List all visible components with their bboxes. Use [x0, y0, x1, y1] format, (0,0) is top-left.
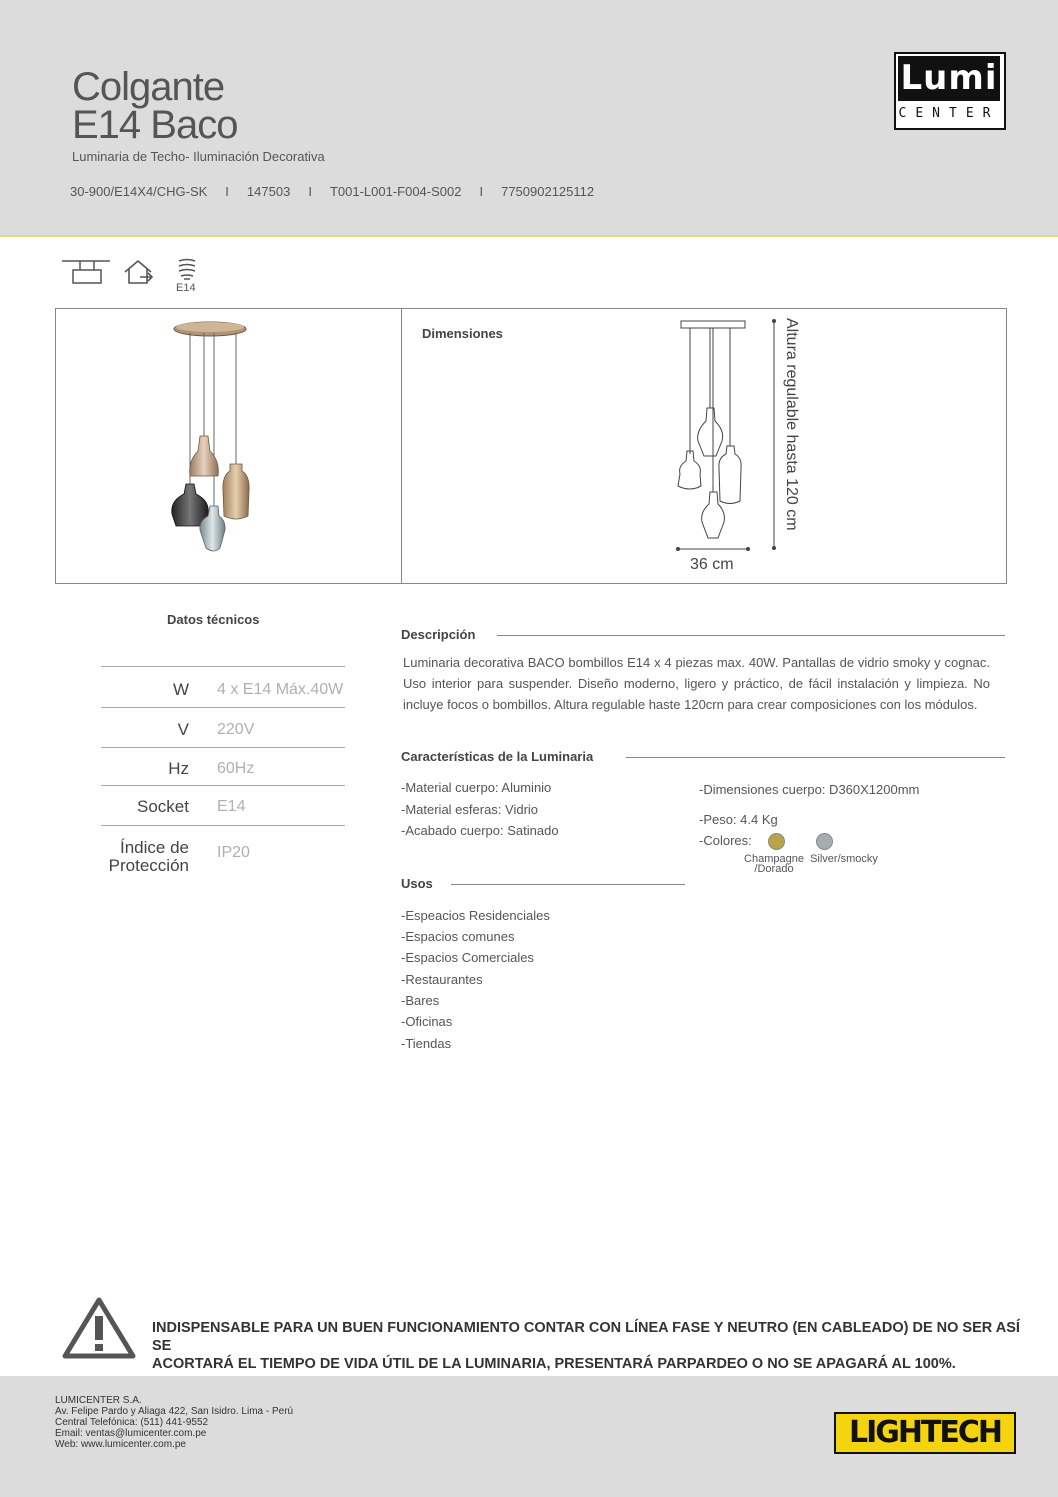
use-item: -Espacios comunes	[401, 929, 515, 944]
tech-value: IP20	[217, 844, 250, 861]
tech-key: W	[172, 680, 189, 699]
product-code: T001-L001-F004-S002	[329, 184, 462, 199]
frame-divider	[401, 308, 402, 584]
color-label-champagne: Champagne /Dorado	[744, 853, 804, 875]
tech-key: Hz	[168, 759, 189, 778]
use-item: -Restaurantes	[401, 972, 483, 987]
lightech-logo-text: LIGHTECH	[848, 1415, 1002, 1450]
tech-key: Socket	[137, 797, 189, 816]
tech-row	[101, 785, 345, 826]
code-separator: I	[479, 184, 484, 199]
feature-item: -Material esferas: Vidrio	[401, 802, 539, 817]
use-item: -Oficinas	[401, 1014, 453, 1029]
tech-value: 4 x E14 Máx.40W	[217, 681, 344, 698]
lightech-logo	[834, 1412, 1016, 1454]
features-title: Características de la Luminaria	[401, 749, 594, 764]
tech-key: V	[177, 720, 189, 739]
e14-icon-label: E14	[176, 282, 196, 294]
color-swatch-silver	[816, 833, 833, 850]
dimension-width-label: 36 cm	[690, 556, 734, 573]
tech-row	[101, 707, 345, 748]
tech-row	[101, 666, 345, 708]
section-rule	[497, 635, 1005, 636]
product-title	[72, 65, 238, 147]
product-photo	[160, 316, 260, 562]
code-separator: I	[225, 184, 229, 199]
indoor-house-icon	[122, 258, 158, 286]
title-line-2: E14 Baco	[72, 103, 238, 147]
logo-word: Lumi	[898, 56, 1000, 101]
product-code: 30-900/E14X4/CHG-SK	[70, 184, 208, 199]
product-code: 147503	[246, 184, 291, 199]
uses-title: Usos	[401, 876, 433, 891]
use-item: -Bares	[401, 993, 440, 1008]
section-rule	[626, 757, 1005, 758]
dimensions-drawing	[670, 316, 780, 552]
description-title: Descripción	[401, 627, 476, 642]
title-line-1: Colgante	[72, 65, 225, 109]
use-item: -Tiendas	[401, 1036, 452, 1051]
tech-row	[101, 747, 345, 786]
tech-data-title: Datos técnicos	[167, 612, 260, 627]
feature-item: -Material cuerpo: Aluminio	[401, 780, 552, 795]
product-codes	[70, 184, 594, 199]
color-label-silver: Silver/smocky	[810, 853, 878, 865]
feature-item: -Acabado cuerpo: Satinado	[401, 823, 559, 838]
tech-value: E14	[217, 798, 246, 815]
logo-sub: CENTER	[898, 106, 1000, 121]
use-item: -Espacios Comerciales	[401, 950, 534, 965]
use-item: -Espeacios Residenciales	[401, 908, 550, 923]
feature-item: -Colores:	[699, 833, 752, 848]
feature-item: -Peso: 4.4 Kg	[699, 812, 778, 827]
feature-item: -Dimensiones cuerpo: D360X1200mm	[699, 782, 920, 797]
tech-value: 220V	[217, 721, 255, 738]
description-text: Luminaria decorativa BACO bombillos E14 x 4 piezas max. 40W. Pantallas de vidrio smoky y cognac. Uso interior para suspender. Diseño moderno, ligero y práctico, de fácil instalación y limpieza. No incluye focos o bombillos. Altura regulable haste 120crn para crear composiciones con los módulos.	[403, 655, 990, 712]
tech-value: 60Hz	[217, 760, 255, 777]
dimension-height-label: Altura regulable hasta 120 cm	[783, 318, 800, 531]
footer-company: LUMICENTER S.A.	[55, 1395, 142, 1406]
footer-address: Av. Felipe Pardo y Aliaga 422, San Isidro. Lima - Perú	[55, 1406, 294, 1417]
warning-icon	[62, 1296, 136, 1360]
tech-row	[101, 825, 345, 875]
product-code: 7750902125112	[501, 184, 595, 199]
ceiling-mount-icon	[60, 258, 112, 286]
section-rule	[451, 884, 685, 885]
product-subtitle: Luminaria de Techo- Iluminación Decorativa	[72, 149, 325, 164]
footer-email: Email: ventas@lumicenter.com.pe	[55, 1428, 207, 1439]
dimensions-title: Dimensiones	[422, 326, 503, 341]
footer-phone: Central Telefónica: (511) 441-9552	[55, 1417, 209, 1428]
color-swatch-champagne	[768, 833, 785, 850]
lumicenter-logo	[894, 52, 1006, 128]
code-separator: I	[308, 184, 312, 199]
e14-bulb-icon	[177, 258, 197, 282]
footer-web: Web: www.lumicenter.com.pe	[55, 1439, 186, 1450]
warning-text: INDISPENSABLE PARA UN BUEN FUNCIONAMIENTO CONTAR CON LÍNEA FASE Y NEUTRO (EN CABLEADO) DE NO SER ASÍ SE ACORTARÁ EL TIEMPO DE VIDA ÚTIL DE LA LUMINARIA, PRESENTARÁ PARPARDEO O NO SE APAGARÁ AL 100%.	[152, 1320, 1020, 1372]
tech-key: Índice de Protección	[108, 838, 189, 875]
